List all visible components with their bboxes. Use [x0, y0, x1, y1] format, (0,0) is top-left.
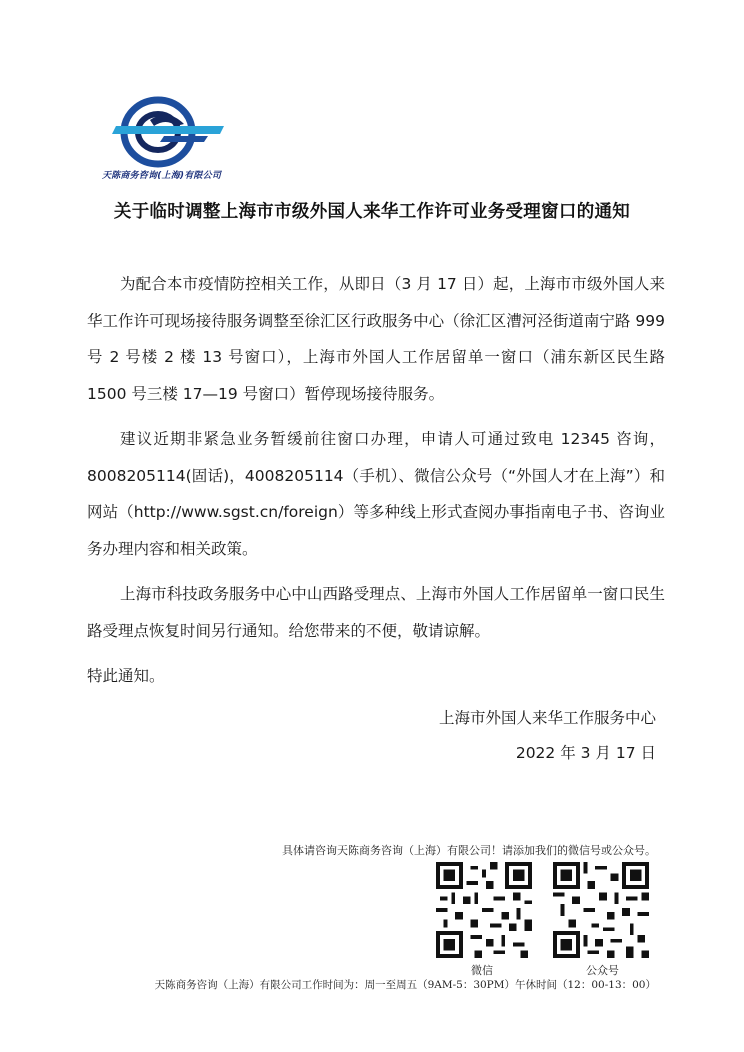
official-account-qr-label: 公众号 [586, 964, 619, 977]
paragraph-1: 为配合本市疫情防控相关工作，从即日（3 月 17 日）起，上海市市级外国人来华工作许可现场接待服务调整至徐汇区行政服务中心（徐汇区漕河泾街道南宁路 999 号 2 号楼 2 楼 13 号窗口），上海市外国人工作居留单一窗口（浦东新区民生路 1500 号三楼 17—19 号窗口）暂停现场接待服务。 [87, 275, 665, 403]
signature-date: 2022 年 3 月 17 日 [515, 744, 656, 762]
footer-contact: 具体请咨询天陈商务咨询（上海）有限公司！请添加我们的微信号或公众号。 [282, 844, 656, 857]
paragraph-closing: 特此通知。 [87, 667, 165, 685]
logo-emblem-icon [98, 96, 238, 172]
official-account-qr-code [553, 862, 649, 958]
wechat-qr-label: 微信 [471, 964, 493, 977]
paragraph-2: 建议近期非紧急业务暂缓前往窗口办理，申请人可通过致电 12345 咨询，8008205114(固话)，4008205114（手机）、微信公众号（“外国人才在上海”）和网站（http://www.sgst.cn/foreign）等多种线上形式查阅办事指南电子书、咨询业务办理内容和相关政策。 [87, 430, 665, 558]
paragraph-3: 上海市科技政务服务中心中山西路受理点、上海市外国人工作居留单一窗口民生路受理点恢复时间另行通知。给您带来的不便，敬请谅解。 [87, 585, 665, 640]
footer-work-hours: 天陈商务咨询（上海）有限公司工作时间为：周一至周五（9AM-5：30PM）午休时间（12：00-13：00） [154, 979, 656, 991]
wechat-qr-code [436, 862, 532, 958]
company-logo [98, 96, 238, 186]
notice-title: 关于临时调整上海市市级外国人来华工作许可业务受理窗口的通知 [113, 202, 631, 222]
signature-org: 上海市外国人来华工作服务中心 [438, 709, 656, 727]
logo-company-name: 天陈商务咨询(上海)有限公司 [102, 171, 222, 181]
